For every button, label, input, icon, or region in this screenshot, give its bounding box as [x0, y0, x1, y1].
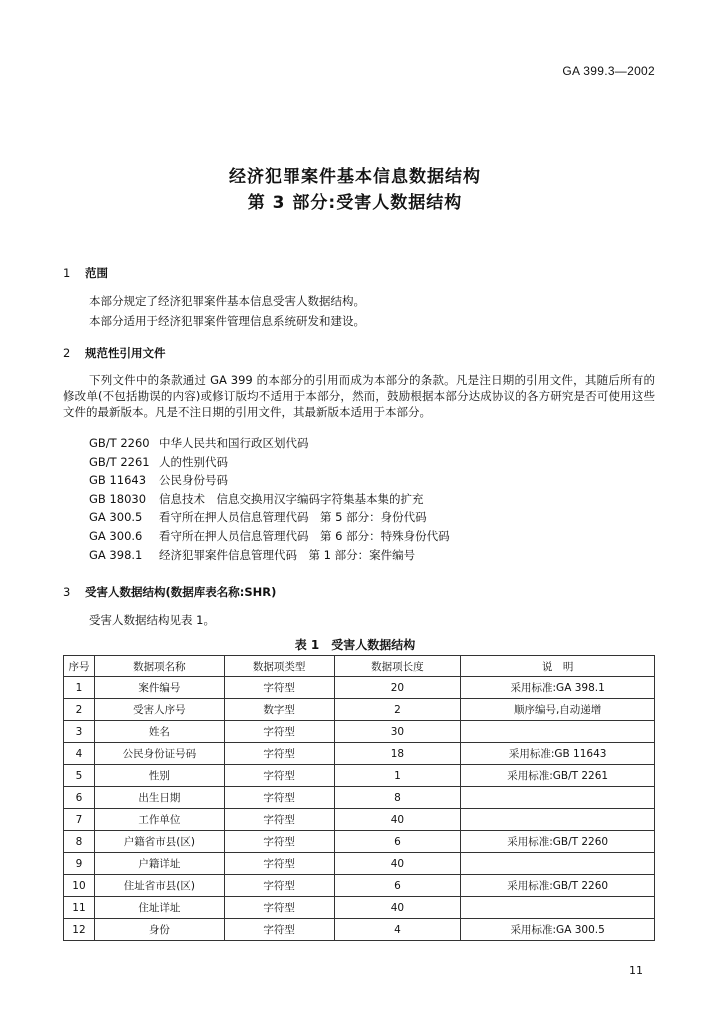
table-row [64, 831, 655, 853]
table-cell: 公民身份证号码 [94, 743, 224, 765]
table-row [64, 743, 655, 765]
reference-item: GA 300.5 看守所在押人员信息管理代码 第 5 部分：身份代码 [89, 510, 427, 525]
column-header: 序号 [64, 656, 95, 677]
table-cell [461, 897, 655, 919]
table-cell: 数字型 [224, 699, 334, 721]
table-cell: 姓名 [94, 721, 224, 743]
reference-item: GA 398.1 经济犯罪案件信息管理代码 第 1 部分：案件编号 [89, 547, 416, 562]
table-cell: 4 [334, 919, 461, 941]
column-header: 说 明 [461, 656, 655, 677]
table-cell: 字符型 [224, 853, 334, 875]
table-cell: 字符型 [224, 721, 334, 743]
reference-item: GB 11643 公民身份号码 [89, 473, 228, 488]
table-cell [461, 809, 655, 831]
table-cell: 住址详址 [94, 897, 224, 919]
standard-code: GA 399.3—2002 [562, 64, 655, 78]
table-cell: 采用标准:GB 11643 [461, 743, 655, 765]
table-row [64, 875, 655, 897]
section-title: 范围 [85, 266, 108, 280]
section-number: 2 [63, 346, 71, 360]
table-row [64, 919, 655, 941]
table-row [64, 677, 655, 699]
table-cell: 18 [334, 743, 461, 765]
table-cell: 1 [64, 677, 95, 699]
table-cell: 6 [334, 831, 461, 853]
table-cell: 字符型 [224, 809, 334, 831]
table-cell: 7 [64, 809, 95, 831]
column-header: 数据项长度 [334, 656, 461, 677]
document-subtitle: 第 3 部分:受害人数据结构 [247, 193, 463, 213]
table-cell: 采用标准:GB/T 2260 [461, 831, 655, 853]
table-cell: 字符型 [224, 743, 334, 765]
table-cell: 身份 [94, 919, 224, 941]
table-cell: 字符型 [224, 765, 334, 787]
table-cell: 4 [64, 743, 95, 765]
table-cell: 受害人序号 [94, 699, 224, 721]
reference-item: GB 18030 信息技术 信息交换用汉字编码字符集基本集的扩充 [89, 491, 424, 506]
table-cell: 案件编号 [94, 677, 224, 699]
table-cell: 户籍详址 [94, 853, 224, 875]
table-cell: 工作单位 [94, 809, 224, 831]
table-cell: 12 [64, 919, 95, 941]
section-2-heading [63, 345, 166, 361]
section-title: 受害人数据结构(数据库表名称:SHR) [85, 585, 277, 599]
table-cell: 性别 [94, 765, 224, 787]
document-title: 经济犯罪案件基本信息数据结构 [229, 167, 481, 187]
reference-item: GB/T 2261 人的性别代码 [89, 454, 228, 469]
table-cell: 字符型 [224, 897, 334, 919]
table-cell: 顺序编号,自动递增 [461, 699, 655, 721]
table-cell: 采用标准:GB/T 2260 [461, 875, 655, 897]
table-cell: 20 [334, 677, 461, 699]
table-cell: 8 [334, 787, 461, 809]
structure-intro: 受害人数据结构见表 1。 [89, 613, 215, 627]
section-3-heading [63, 584, 276, 600]
section-number: 1 [63, 266, 71, 280]
table-cell: 出生日期 [94, 787, 224, 809]
table-cell: 2 [334, 699, 461, 721]
page-number: 11 [629, 964, 643, 977]
table-cell: 8 [64, 831, 95, 853]
reference-item: GA 300.6 看守所在押人员信息管理代码 第 6 部分：特殊身份代码 [89, 528, 450, 543]
table-cell: 字符型 [224, 677, 334, 699]
table-row [64, 699, 655, 721]
normative-intro: 下列文件中的条款通过 GA 399 的本部分的引用而成为本部分的条款。凡是注日期的引用文件，其随后所有的修改单(不包括勘误的内容)或修订版均不适用于本部分，然而，鼓励根据本部分达成协议的各方研究是否可使用这些文件的最新版本。凡是不注日期的引用文件，其最新版本适用于本部分。 [63, 373, 655, 419]
table-row [64, 897, 655, 919]
table-cell: 户籍省市县(区) [94, 831, 224, 853]
column-header: 数据项名称 [94, 656, 224, 677]
victim-data-table [63, 655, 655, 941]
scope-paragraph-2: 本部分适用于经济犯罪案件管理信息系统研发和建设。 [89, 314, 365, 328]
table-cell: 6 [64, 787, 95, 809]
table-row [64, 721, 655, 743]
table-row [64, 765, 655, 787]
table-cell: 住址省市县(区) [94, 875, 224, 897]
table-cell [461, 721, 655, 743]
table-cell: 采用标准:GA 300.5 [461, 919, 655, 941]
section-1-heading [63, 265, 108, 281]
table-cell: 40 [334, 809, 461, 831]
reference-item: GB/T 2260 中华人民共和国行政区划代码 [89, 436, 309, 450]
section-number: 3 [63, 585, 71, 599]
table-cell: 6 [334, 875, 461, 897]
table-cell: 采用标准:GB/T 2261 [461, 765, 655, 787]
table-cell: 30 [334, 721, 461, 743]
table-cell [461, 853, 655, 875]
scope-paragraph-1: 本部分规定了经济犯罪案件基本信息受害人数据结构。 [89, 294, 365, 308]
table-cell: 40 [334, 853, 461, 875]
table-row [64, 787, 655, 809]
table-cell: 11 [64, 897, 95, 919]
table-header-row [64, 656, 655, 677]
table-cell: 10 [64, 875, 95, 897]
column-header: 数据项类型 [224, 656, 334, 677]
table-cell: 1 [334, 765, 461, 787]
table-cell: 字符型 [224, 787, 334, 809]
table-cell: 3 [64, 721, 95, 743]
table-caption: 表 1 受害人数据结构 [294, 638, 416, 652]
table-cell: 字符型 [224, 875, 334, 897]
reference-list [89, 435, 450, 565]
table-cell: 9 [64, 853, 95, 875]
table-cell: 40 [334, 897, 461, 919]
table-row [64, 809, 655, 831]
table-cell [461, 787, 655, 809]
table-row [64, 853, 655, 875]
table-cell: 2 [64, 699, 95, 721]
section-title: 规范性引用文件 [85, 346, 166, 360]
table-cell: 字符型 [224, 831, 334, 853]
table-cell: 字符型 [224, 919, 334, 941]
table-cell: 采用标准:GA 398.1 [461, 677, 655, 699]
table-cell: 5 [64, 765, 95, 787]
